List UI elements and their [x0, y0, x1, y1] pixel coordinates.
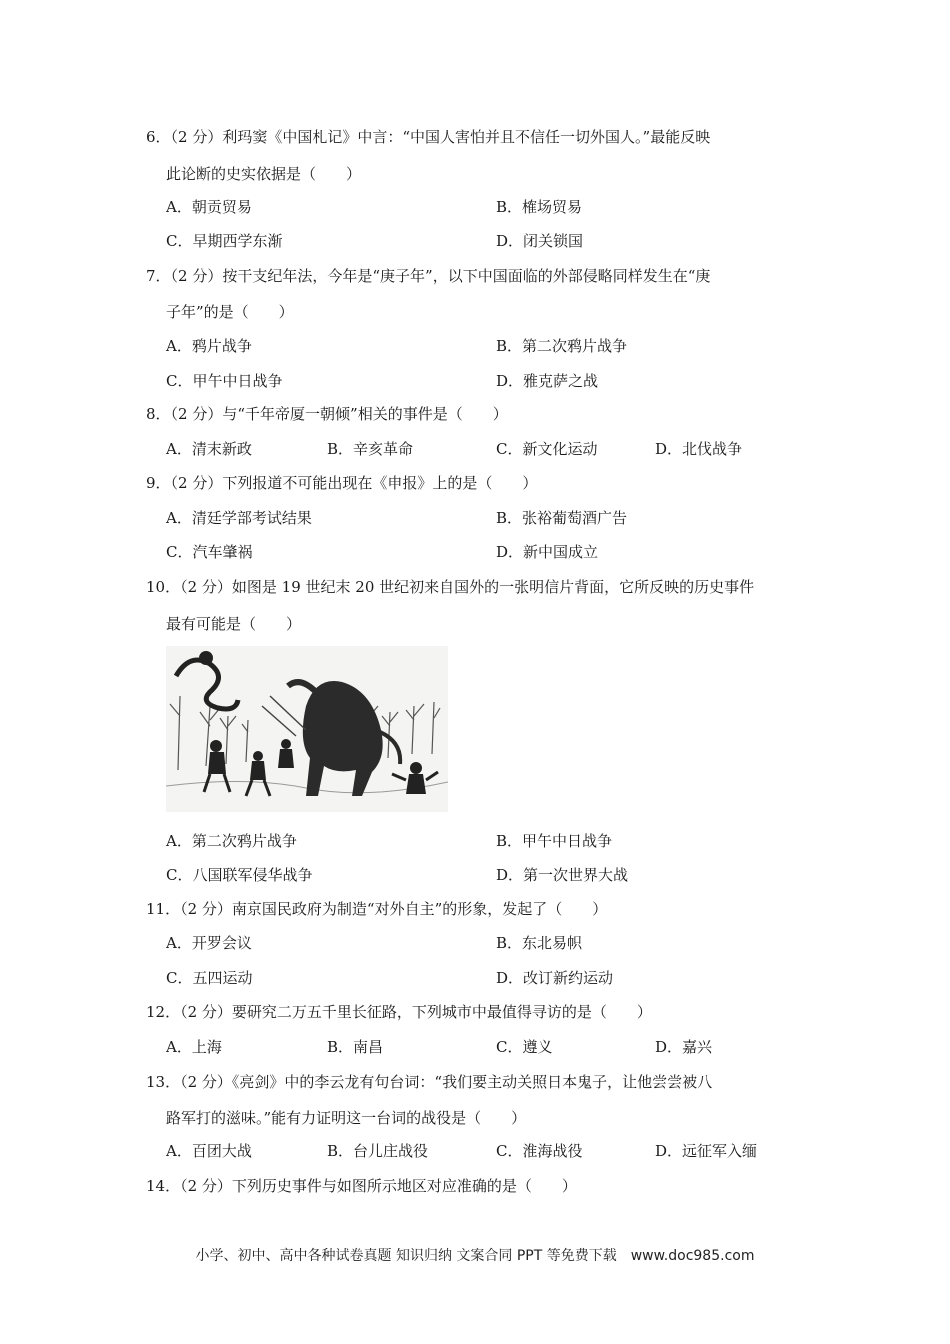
question-6-option-a: A．朝贡贸易 [166, 198, 252, 216]
question-6-stem-cont: 此论断的史实依据是（ ） [166, 165, 362, 183]
question-13-option-a: A．百团大战 [166, 1142, 252, 1160]
question-9-option-c: C．汽车肇祸 [166, 543, 253, 561]
question-7-option-c: C．甲午中日战争 [166, 372, 283, 390]
question-10-stem-cont: 最有可能是（ ） [166, 615, 302, 633]
question-11-stem: 11．（2 分）南京国民政府为制造“对外自主”的形象，发起了（ ） [146, 900, 608, 918]
question-14-stem: 14．（2 分）下列历史事件与如图所示地区对应准确的是（ ） [146, 1177, 577, 1195]
question-6-option-d: D．闭关锁国 [496, 232, 584, 250]
question-11-option-a: A．开罗会议 [166, 934, 252, 952]
page-footer: 小学、初中、高中各种试卷真题 知识归纳 文案合同 PPT 等免费下载 www.doc985.com [195, 1248, 755, 1264]
question-6-stem: 6．（2 分）利玛窦《中国札记》中言：“中国人害怕并且不信任一切外国人。”最能反映 [146, 128, 711, 146]
question-9-stem: 9．（2 分）下列报道不可能出现在《申报》上的是（ ） [146, 474, 538, 492]
question-6-option-b: B．榷场贸易 [496, 198, 583, 216]
question-7-option-d: D．雅克萨之战 [496, 372, 599, 390]
question-12-stem: 12．（2 分）要研究二万五千里长征路，下列城市中最值得寻访的是（ ） [146, 1003, 652, 1021]
question-8-stem: 8．（2 分）与“千年帝厦一朝倾”相关的事件是（ ） [146, 405, 508, 423]
postcard-illustration [166, 646, 448, 812]
question-12-option-b: B．南昌 [327, 1038, 384, 1056]
question-10-option-c: C．八国联军侵华战争 [166, 866, 313, 884]
question-9-option-a: A．清廷学部考试结果 [166, 509, 312, 527]
question-12-option-c: C．遵义 [496, 1038, 553, 1056]
question-6-option-c: C．早期西学东渐 [166, 232, 283, 250]
question-10-option-a: A．第二次鸦片战争 [166, 832, 297, 850]
question-8-option-c: C．新文化运动 [496, 440, 598, 458]
question-10-stem: 10．（2 分）如图是 19 世纪末 20 世纪初来自国外的一张明信片背面，它所反映的历史事件 [146, 578, 755, 596]
question-11-option-d: D．改订新约运动 [496, 969, 614, 987]
question-7-option-a: A．鸦片战争 [166, 337, 252, 355]
question-11-option-b: B．东北易帜 [496, 934, 583, 952]
question-12-option-a: A．上海 [166, 1038, 222, 1056]
question-13-option-c: C．淮海战役 [496, 1142, 583, 1160]
question-9-option-b: B．张裕葡萄酒广告 [496, 509, 628, 527]
question-13-option-d: D．远征军入缅 [655, 1142, 758, 1160]
question-7-stem-cont: 子年”的是（ ） [166, 303, 294, 321]
question-8-option-d: D．北伐战争 [655, 440, 743, 458]
question-13-stem: 13．（2 分）《亮剑》中的李云龙有句台词：“我们要主动关照日本鬼子，让他尝尝被八 [146, 1073, 713, 1091]
question-9-option-d: D．新中国成立 [496, 543, 599, 561]
question-13-option-b: B．台儿庄战役 [327, 1142, 429, 1160]
question-11-option-c: C．五四运动 [166, 969, 253, 987]
question-13-stem-cont: 路军打的滋味。”能有力证明这一台词的战役是（ ） [166, 1109, 527, 1127]
question-8-option-a: A．清末新政 [166, 440, 252, 458]
question-7-option-b: B．第二次鸦片战争 [496, 337, 628, 355]
question-10-option-d: D．第一次世界大战 [496, 866, 629, 884]
question-7-stem: 7．（2 分）按干支纪年法，今年是“庚子年”，以下中国面临的外部侵略同样发生在“庚 [146, 267, 711, 285]
question-12-option-d: D．嘉兴 [655, 1038, 713, 1056]
question-8-option-b: B．辛亥革命 [327, 440, 414, 458]
question-10-option-b: B．甲午中日战争 [496, 832, 613, 850]
